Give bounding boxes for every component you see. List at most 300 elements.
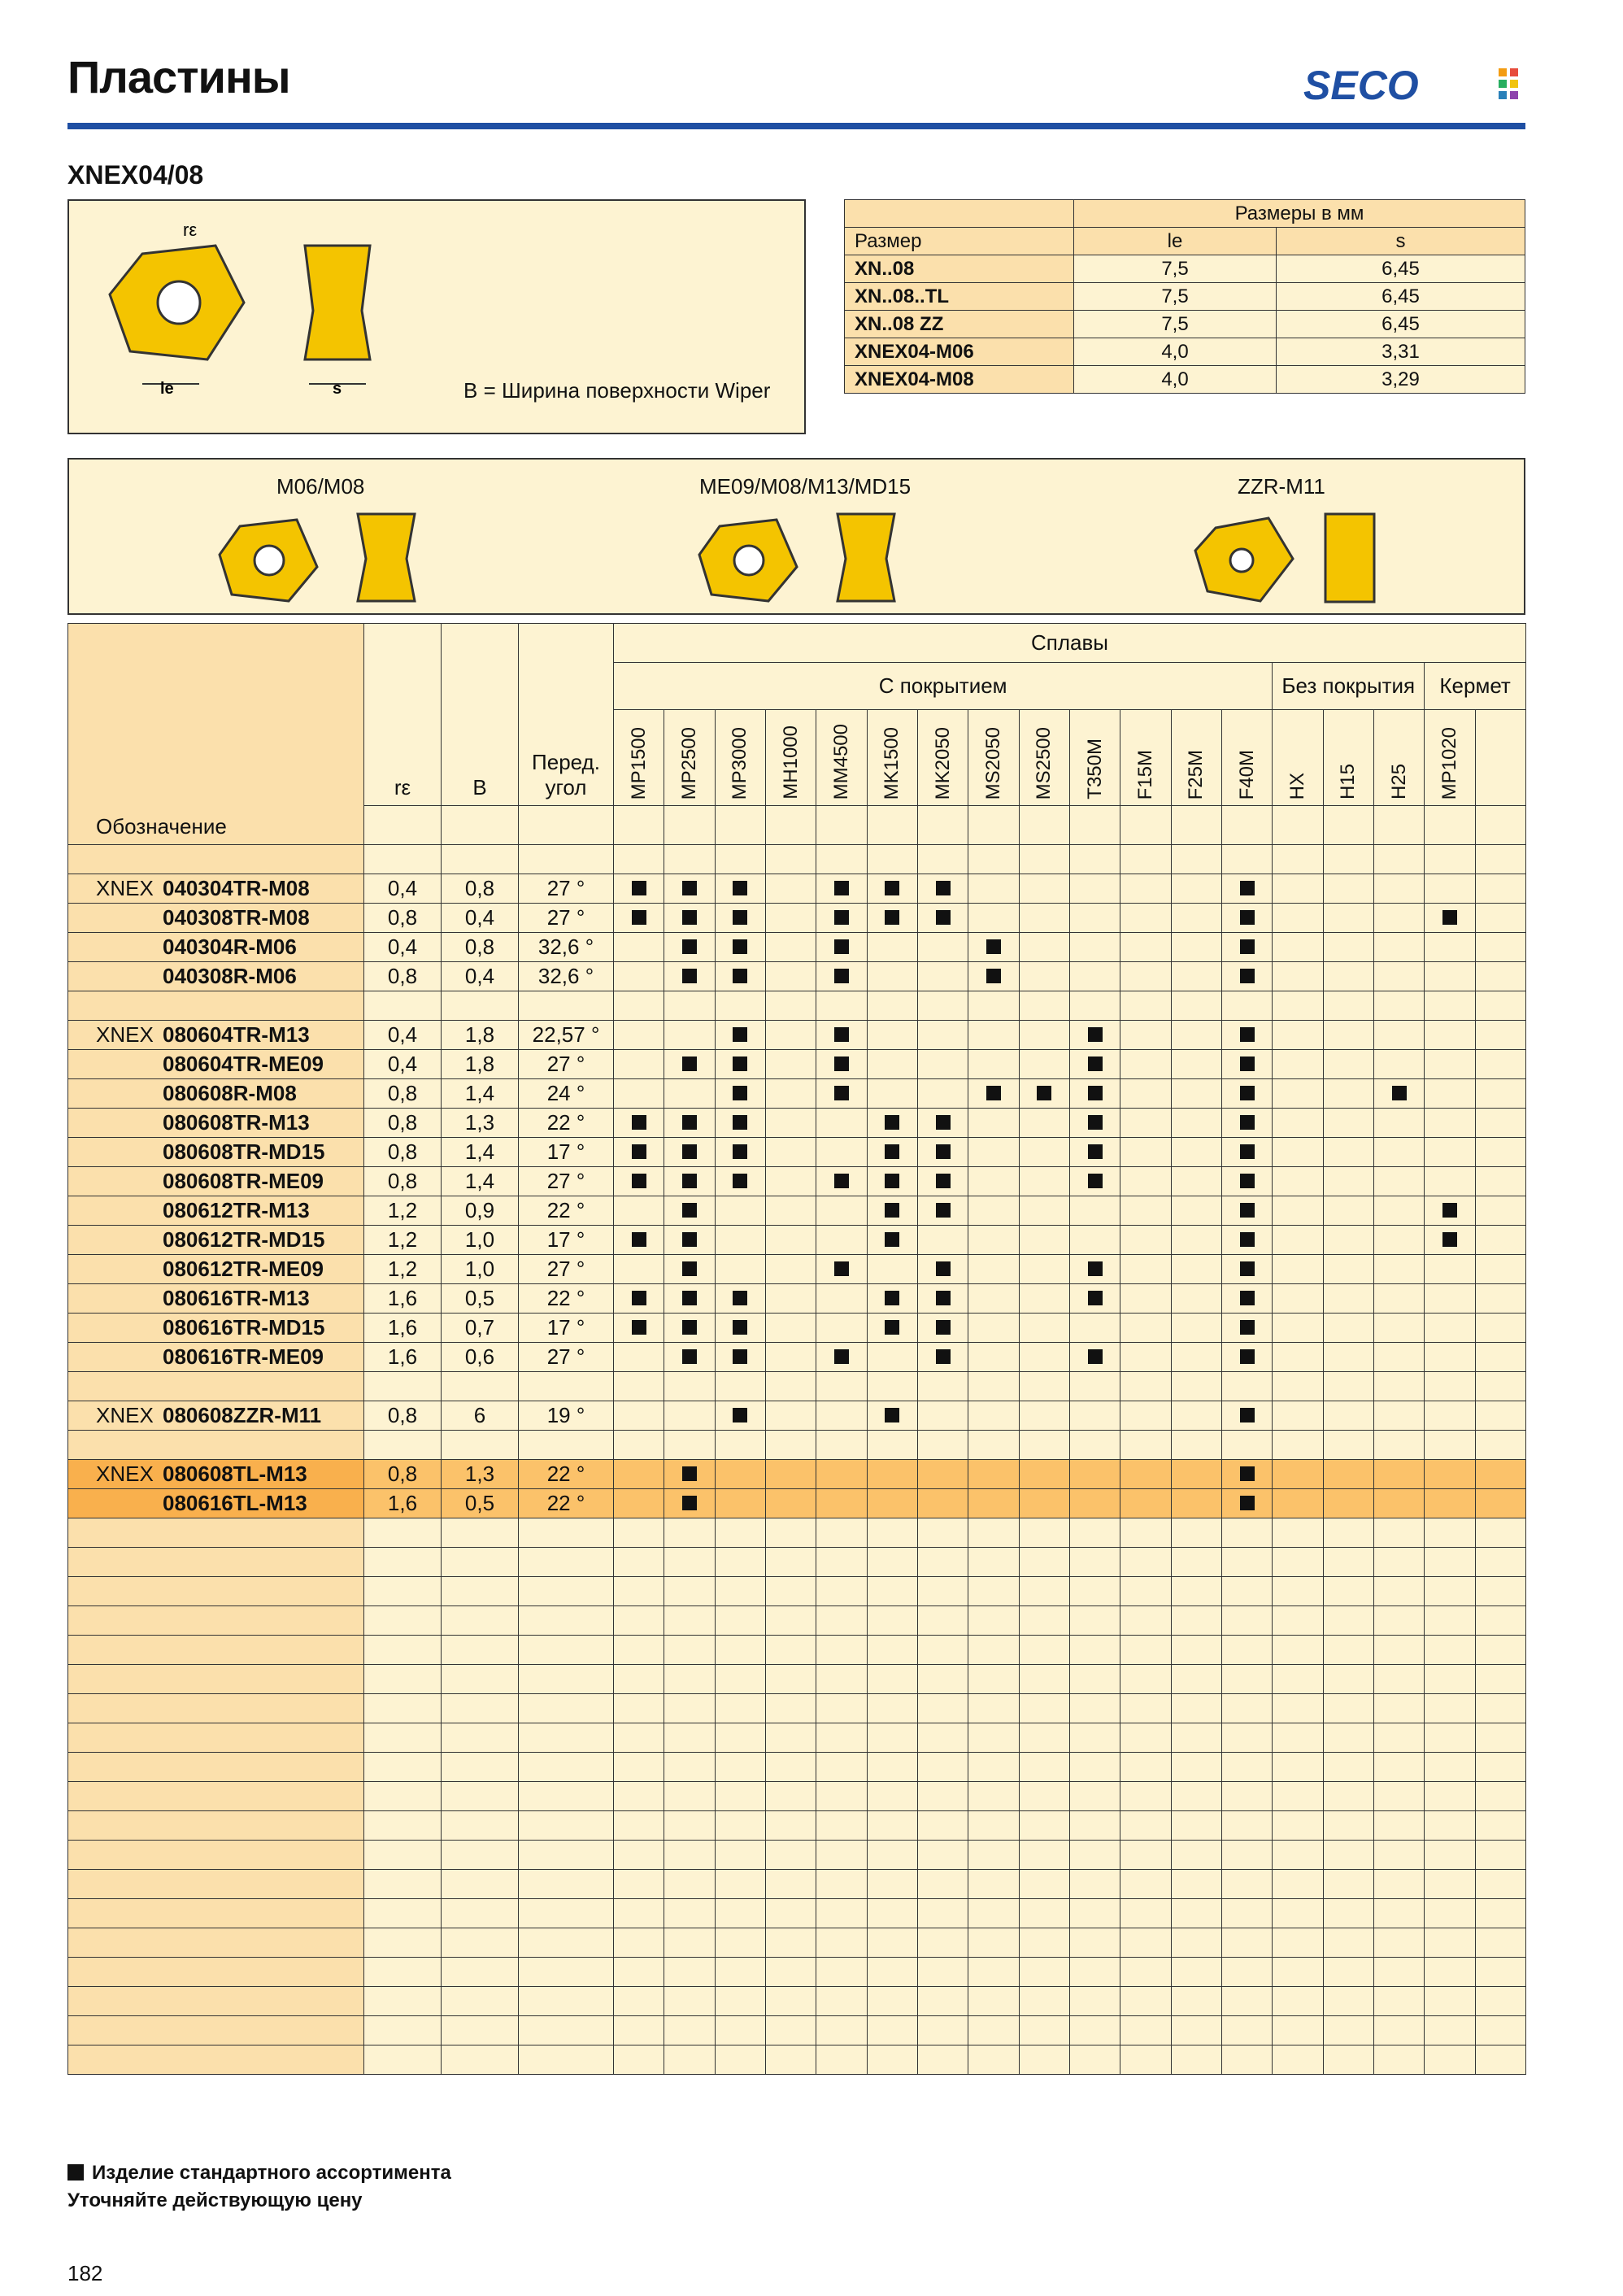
availability-mark-icon <box>1240 1057 1255 1071</box>
grade-cell <box>867 1109 917 1138</box>
grade-cell <box>968 1021 1019 1050</box>
designation-code: 080612TR-M13 <box>163 1198 310 1222</box>
grade-cell <box>816 1138 867 1167</box>
table-row <box>68 1255 1526 1284</box>
grade-cell <box>664 874 715 904</box>
grade-cell <box>968 1284 1019 1314</box>
designation-code: 040304TR-M08 <box>163 876 310 900</box>
grade-cell <box>1323 1343 1373 1372</box>
availability-mark-icon <box>733 1057 747 1071</box>
grade-cell <box>614 1314 664 1343</box>
coated-header: С покрытием <box>614 663 1273 710</box>
grade-cell <box>1323 1314 1373 1343</box>
grade-cell <box>1019 874 1069 904</box>
designation-cell <box>68 1401 364 1431</box>
grade-cell <box>664 933 715 962</box>
availability-mark-icon <box>682 910 697 925</box>
grade-cell <box>1373 1079 1424 1109</box>
grade-cell <box>816 1314 867 1343</box>
grade-cell <box>1171 1314 1221 1343</box>
grade-cell <box>1425 1401 1475 1431</box>
grade-cell <box>1323 904 1373 933</box>
grade-header: MM4500 <box>816 710 867 806</box>
angle-value: 19 ° <box>519 1401 614 1431</box>
grade-cell <box>1120 1167 1171 1196</box>
table-row-empty <box>68 845 1526 874</box>
designation-cell <box>68 1196 364 1226</box>
table-row-empty <box>68 991 1526 1021</box>
b-value: 0,4 <box>442 904 519 933</box>
grade-cell <box>867 1489 917 1518</box>
table-row <box>68 1109 1526 1138</box>
grade-cell <box>968 874 1019 904</box>
angle-value: 22 ° <box>519 1489 614 1518</box>
grade-cell <box>1069 1050 1120 1079</box>
grade-cell <box>1221 1079 1272 1109</box>
grade-cell <box>968 1255 1019 1284</box>
grade-cell <box>614 1460 664 1489</box>
availability-mark-icon <box>936 1174 951 1188</box>
grade-cell <box>816 1284 867 1314</box>
grade-cell <box>1171 904 1221 933</box>
availability-mark-icon <box>1240 1291 1255 1305</box>
grade-cell-empty <box>1475 1138 1525 1167</box>
grade-cell <box>1120 1489 1171 1518</box>
grade-cell <box>715 1284 765 1314</box>
grade-cell <box>1373 1196 1424 1226</box>
designation-code: 080608TR-ME09 <box>163 1169 324 1193</box>
grade-cell <box>968 1401 1019 1431</box>
availability-mark-icon <box>834 910 849 925</box>
grade-cell <box>867 933 917 962</box>
availability-mark-icon <box>733 1027 747 1042</box>
grade-cell-empty <box>1475 1401 1525 1431</box>
table-row <box>68 1460 1526 1489</box>
geometry-label-2: ME09/M08/M13/MD15 <box>699 474 912 499</box>
designation-code: 080608TR-MD15 <box>163 1139 325 1164</box>
grade-cell <box>614 933 664 962</box>
grade-cell <box>968 1314 1019 1343</box>
grade-cell <box>1273 1167 1323 1196</box>
availability-mark-icon <box>885 1291 899 1305</box>
availability-mark-icon <box>1240 1232 1255 1247</box>
b-value: 1,8 <box>442 1021 519 1050</box>
designation-header-cell <box>68 624 364 845</box>
grade-cell <box>1069 874 1120 904</box>
designation-prefix: XNEX <box>96 1462 154 1486</box>
designation-code: 080616TL-M13 <box>163 1491 307 1515</box>
grade-cell <box>1425 962 1475 991</box>
designation-code: 080608R-M08 <box>163 1081 297 1105</box>
b-value: 6 <box>442 1401 519 1431</box>
availability-mark-icon <box>885 1115 899 1130</box>
availability-mark-icon <box>682 1349 697 1364</box>
designation-cell <box>68 1314 364 1343</box>
grade-cell <box>715 874 765 904</box>
page-title: Пластины <box>67 51 290 102</box>
grade-cell <box>1373 1109 1424 1138</box>
availability-mark-icon <box>1088 1291 1103 1305</box>
availability-mark-icon <box>936 910 951 925</box>
grade-cell <box>664 1401 715 1431</box>
grade-cell <box>816 1167 867 1196</box>
designation-cell <box>68 1138 364 1167</box>
grade-cell <box>715 962 765 991</box>
grade-cell <box>1221 1109 1272 1138</box>
alloys-header: Сплавы <box>614 624 1526 663</box>
availability-mark-icon <box>682 1466 697 1481</box>
grade-cell <box>1171 1079 1221 1109</box>
r-value: 0,8 <box>364 1109 442 1138</box>
grade-cell <box>1273 933 1323 962</box>
table-row-empty <box>68 1870 1526 1899</box>
grade-cell <box>1019 1079 1069 1109</box>
grade-cell <box>867 1401 917 1431</box>
grade-cell <box>765 1343 816 1372</box>
grade-cell <box>968 1460 1019 1489</box>
designation-cell <box>68 1343 364 1372</box>
grade-cell <box>1425 904 1475 933</box>
grade-cell <box>1273 1343 1323 1372</box>
table-row-empty <box>68 1518 1526 1548</box>
grade-cell <box>1221 1050 1272 1079</box>
angle-value: 24 ° <box>519 1079 614 1109</box>
grade-cell <box>664 1226 715 1255</box>
availability-mark-icon <box>1088 1174 1103 1188</box>
designation-prefix: XNEX <box>96 876 154 900</box>
availability-mark-icon <box>1088 1086 1103 1100</box>
availability-mark-icon <box>1442 910 1457 925</box>
grade-cell <box>917 1196 968 1226</box>
availability-mark-icon <box>885 1320 899 1335</box>
grade-cell <box>1069 904 1120 933</box>
grade-cell <box>1019 1138 1069 1167</box>
grade-cell <box>1069 1196 1120 1226</box>
grade-cell <box>1323 933 1373 962</box>
grade-cell <box>917 1255 968 1284</box>
grade-cell <box>917 1226 968 1255</box>
grade-cell <box>867 874 917 904</box>
angle-value: 17 ° <box>519 1226 614 1255</box>
grade-header: H25 <box>1373 710 1424 806</box>
availability-mark-icon <box>632 881 646 895</box>
availability-mark-icon <box>885 1144 899 1159</box>
table-row <box>68 1226 1526 1255</box>
availability-mark-icon <box>1088 1115 1103 1130</box>
grade-cell <box>816 1079 867 1109</box>
table-row <box>68 1489 1526 1518</box>
availability-mark-icon <box>885 910 899 925</box>
grade-cell <box>1373 1460 1424 1489</box>
grade-cell <box>1019 1050 1069 1079</box>
grade-cell <box>1425 1196 1475 1226</box>
b-value: 0,5 <box>442 1489 519 1518</box>
grade-cell <box>664 1255 715 1284</box>
grade-cell <box>917 1109 968 1138</box>
availability-mark-icon <box>1240 969 1255 983</box>
designation-code: 080604TR-ME09 <box>163 1052 324 1076</box>
grade-cell <box>867 1050 917 1079</box>
grade-cell <box>1373 933 1424 962</box>
availability-mark-icon <box>986 939 1001 954</box>
grade-cell <box>1221 1138 1272 1167</box>
designation-cell <box>68 1255 364 1284</box>
grade-cell <box>1425 874 1475 904</box>
grade-cell-empty <box>1475 1109 1525 1138</box>
header-rule <box>67 123 1525 129</box>
availability-mark-icon <box>936 1320 951 1335</box>
r-value: 0,4 <box>364 933 442 962</box>
table-row <box>68 1050 1526 1079</box>
grade-cell <box>1221 1284 1272 1314</box>
grade-header: H15 <box>1323 710 1373 806</box>
b-value: 0,7 <box>442 1314 519 1343</box>
grade-cell <box>1323 1109 1373 1138</box>
designation-code: 080616TR-M13 <box>163 1286 310 1310</box>
grade-cell <box>1171 1255 1221 1284</box>
grade-cell <box>614 1138 664 1167</box>
grade-cell <box>917 874 968 904</box>
dims-row: XN..08 ZZ 7,5 6,45 <box>845 311 1525 338</box>
availability-mark-icon <box>682 881 697 895</box>
grade-cell <box>968 904 1019 933</box>
grade-cell <box>867 1196 917 1226</box>
grade-cell <box>1120 1460 1171 1489</box>
availability-mark-icon <box>682 1291 697 1305</box>
grade-cell-empty <box>1475 1079 1525 1109</box>
grade-cell <box>1069 1167 1120 1196</box>
wiper-note: B = Ширина поверхности Wiper <box>463 378 771 403</box>
table-row-empty <box>68 1372 1526 1401</box>
r-value: 1,2 <box>364 1255 442 1284</box>
availability-mark-icon <box>733 969 747 983</box>
availability-mark-icon <box>682 1057 697 1071</box>
grade-cell <box>715 1401 765 1431</box>
availability-mark-icon <box>834 1057 849 1071</box>
availability-mark-icon <box>1240 1349 1255 1364</box>
grade-cell <box>867 1284 917 1314</box>
grade-cell <box>1120 933 1171 962</box>
grade-cell <box>715 1460 765 1489</box>
table-row <box>68 1079 1526 1109</box>
grade-cell <box>765 1314 816 1343</box>
availability-mark-icon <box>733 881 747 895</box>
grade-cell <box>1373 1343 1424 1372</box>
designation-cell <box>68 1284 364 1314</box>
grade-cell <box>1425 933 1475 962</box>
grade-cell <box>1273 1314 1323 1343</box>
grade-cell <box>765 962 816 991</box>
grade-cell <box>1069 1401 1120 1431</box>
grade-cell <box>664 1050 715 1079</box>
grade-cell <box>917 1489 968 1518</box>
grade-cell <box>765 933 816 962</box>
grade-header-empty <box>1475 710 1525 806</box>
grade-cell <box>664 1138 715 1167</box>
availability-mark-icon <box>733 939 747 954</box>
grade-cell <box>1425 1460 1475 1489</box>
grade-header: MK2050 <box>917 710 968 806</box>
grade-cell <box>1425 1255 1475 1284</box>
grade-cell <box>1323 1138 1373 1167</box>
availability-mark-icon <box>733 1174 747 1188</box>
grade-cell <box>1120 1255 1171 1284</box>
grade-cell <box>1323 1079 1373 1109</box>
svg-text:le: le <box>160 380 174 398</box>
grade-cell <box>1069 1109 1120 1138</box>
grade-cell <box>968 1138 1019 1167</box>
grade-cell <box>1373 874 1424 904</box>
grade-cell <box>917 1314 968 1343</box>
table-row-empty <box>68 1753 1526 1782</box>
availability-mark-icon <box>632 1320 646 1335</box>
b-value: 1,4 <box>442 1079 519 1109</box>
designation-code: 080616TR-MD15 <box>163 1315 325 1340</box>
grade-cell <box>1273 1138 1323 1167</box>
r-header-cell <box>364 624 442 806</box>
grade-cell <box>1323 1489 1373 1518</box>
seco-logo <box>1303 65 1523 106</box>
table-row-empty <box>68 1606 1526 1636</box>
designation-cell <box>68 904 364 933</box>
designation-code: 080608TL-M13 <box>163 1462 307 1486</box>
section-subtitle: XNEX04/08 <box>67 160 204 190</box>
r-value: 1,6 <box>364 1489 442 1518</box>
availability-mark-icon <box>936 1291 951 1305</box>
grade-cell <box>1221 1196 1272 1226</box>
grade-cell-empty <box>1475 1255 1525 1284</box>
grade-cell <box>614 1255 664 1284</box>
table-row <box>68 1167 1526 1196</box>
availability-mark-icon <box>936 881 951 895</box>
grade-cell <box>917 1021 968 1050</box>
grade-cell <box>765 1255 816 1284</box>
grade-cell <box>1171 1138 1221 1167</box>
grade-cell-empty <box>1475 1489 1525 1518</box>
grade-header: F25M <box>1171 710 1221 806</box>
availability-mark-icon <box>936 1144 951 1159</box>
b-value: 0,8 <box>442 933 519 962</box>
availability-mark-icon <box>834 1086 849 1100</box>
grade-cell <box>1120 874 1171 904</box>
grade-cell <box>715 1489 765 1518</box>
table-row <box>68 1138 1526 1167</box>
dimensions-table <box>844 199 1525 394</box>
geometry-box <box>67 458 1525 615</box>
grade-cell <box>968 1050 1019 1079</box>
grade-cell <box>1373 1284 1424 1314</box>
grade-cell <box>765 1138 816 1167</box>
grade-cell <box>664 1343 715 1372</box>
grade-cell <box>1069 1343 1120 1372</box>
grade-cell <box>1221 1167 1272 1196</box>
r-value: 1,6 <box>364 1343 442 1372</box>
grade-cell <box>715 1314 765 1343</box>
grade-cell <box>614 904 664 933</box>
grade-cell <box>1323 1167 1373 1196</box>
grade-cell <box>765 1489 816 1518</box>
grade-cell <box>765 904 816 933</box>
grade-cell <box>867 1167 917 1196</box>
insert-top-icon <box>94 221 256 400</box>
grade-cell <box>1273 1401 1323 1431</box>
grade-cell <box>614 1196 664 1226</box>
grade-cell <box>664 1109 715 1138</box>
legend-mark-note: Изделие стандартного ассортимента <box>92 2162 451 2184</box>
grade-cell-empty <box>1475 1284 1525 1314</box>
table-row-empty <box>68 1811 1526 1841</box>
grade-cell <box>867 1460 917 1489</box>
grade-cell <box>664 1079 715 1109</box>
availability-mark-icon <box>936 1349 951 1364</box>
designation-code: 080612TR-ME09 <box>163 1257 324 1281</box>
r-value: 1,2 <box>364 1196 442 1226</box>
grade-cell <box>917 1460 968 1489</box>
grade-cell-empty <box>1475 1021 1525 1050</box>
grade-cell <box>614 874 664 904</box>
col-le: le <box>1074 228 1277 255</box>
table-row-empty <box>68 1665 1526 1694</box>
grade-cell <box>1120 1079 1171 1109</box>
grade-cell <box>1221 1255 1272 1284</box>
designation-cell <box>68 874 364 904</box>
grade-cell <box>1373 1021 1424 1050</box>
grade-cell <box>1425 1343 1475 1372</box>
availability-mark-icon <box>1240 1115 1255 1130</box>
grade-cell <box>715 1196 765 1226</box>
page-number: 182 <box>67 2261 103 2285</box>
b-value: 0,8 <box>442 874 519 904</box>
angle-value: 27 ° <box>519 1050 614 1079</box>
table-row <box>68 1401 1526 1431</box>
grade-cell <box>614 1343 664 1372</box>
table-row <box>68 1021 1526 1050</box>
grade-cell <box>1019 1196 1069 1226</box>
availability-mark-icon <box>834 1174 849 1188</box>
r-value: 0,4 <box>364 1021 442 1050</box>
grade-cell <box>1171 1196 1221 1226</box>
table-row-empty <box>68 1548 1526 1577</box>
grade-cell <box>1171 1489 1221 1518</box>
grade-cell <box>1373 904 1424 933</box>
grade-cell <box>1221 1489 1272 1518</box>
b-value: 0,9 <box>442 1196 519 1226</box>
grade-cell <box>1273 1460 1323 1489</box>
grade-cell <box>715 1138 765 1167</box>
angle-value: 27 ° <box>519 1167 614 1196</box>
grade-cell <box>1273 1021 1323 1050</box>
grade-cell <box>1171 1021 1221 1050</box>
grade-cell <box>1069 1284 1120 1314</box>
grade-header: MH1000 <box>765 710 816 806</box>
grade-cell <box>1323 1460 1373 1489</box>
availability-mark-icon <box>834 881 849 895</box>
grade-cell <box>1273 1196 1323 1226</box>
grade-cell <box>715 1255 765 1284</box>
angle-value: 27 ° <box>519 1255 614 1284</box>
grade-cell <box>917 1050 968 1079</box>
availability-mark-icon <box>1240 881 1255 895</box>
grade-cell <box>765 1079 816 1109</box>
grade-cell-empty <box>1475 962 1525 991</box>
grade-cell <box>1069 1460 1120 1489</box>
grade-cell <box>1373 1050 1424 1079</box>
availability-mark-icon <box>682 1115 697 1130</box>
grade-cell-empty <box>1475 1050 1525 1079</box>
r-value: 0,8 <box>364 904 442 933</box>
b-value: 1,3 <box>442 1460 519 1489</box>
grade-cell <box>867 1079 917 1109</box>
